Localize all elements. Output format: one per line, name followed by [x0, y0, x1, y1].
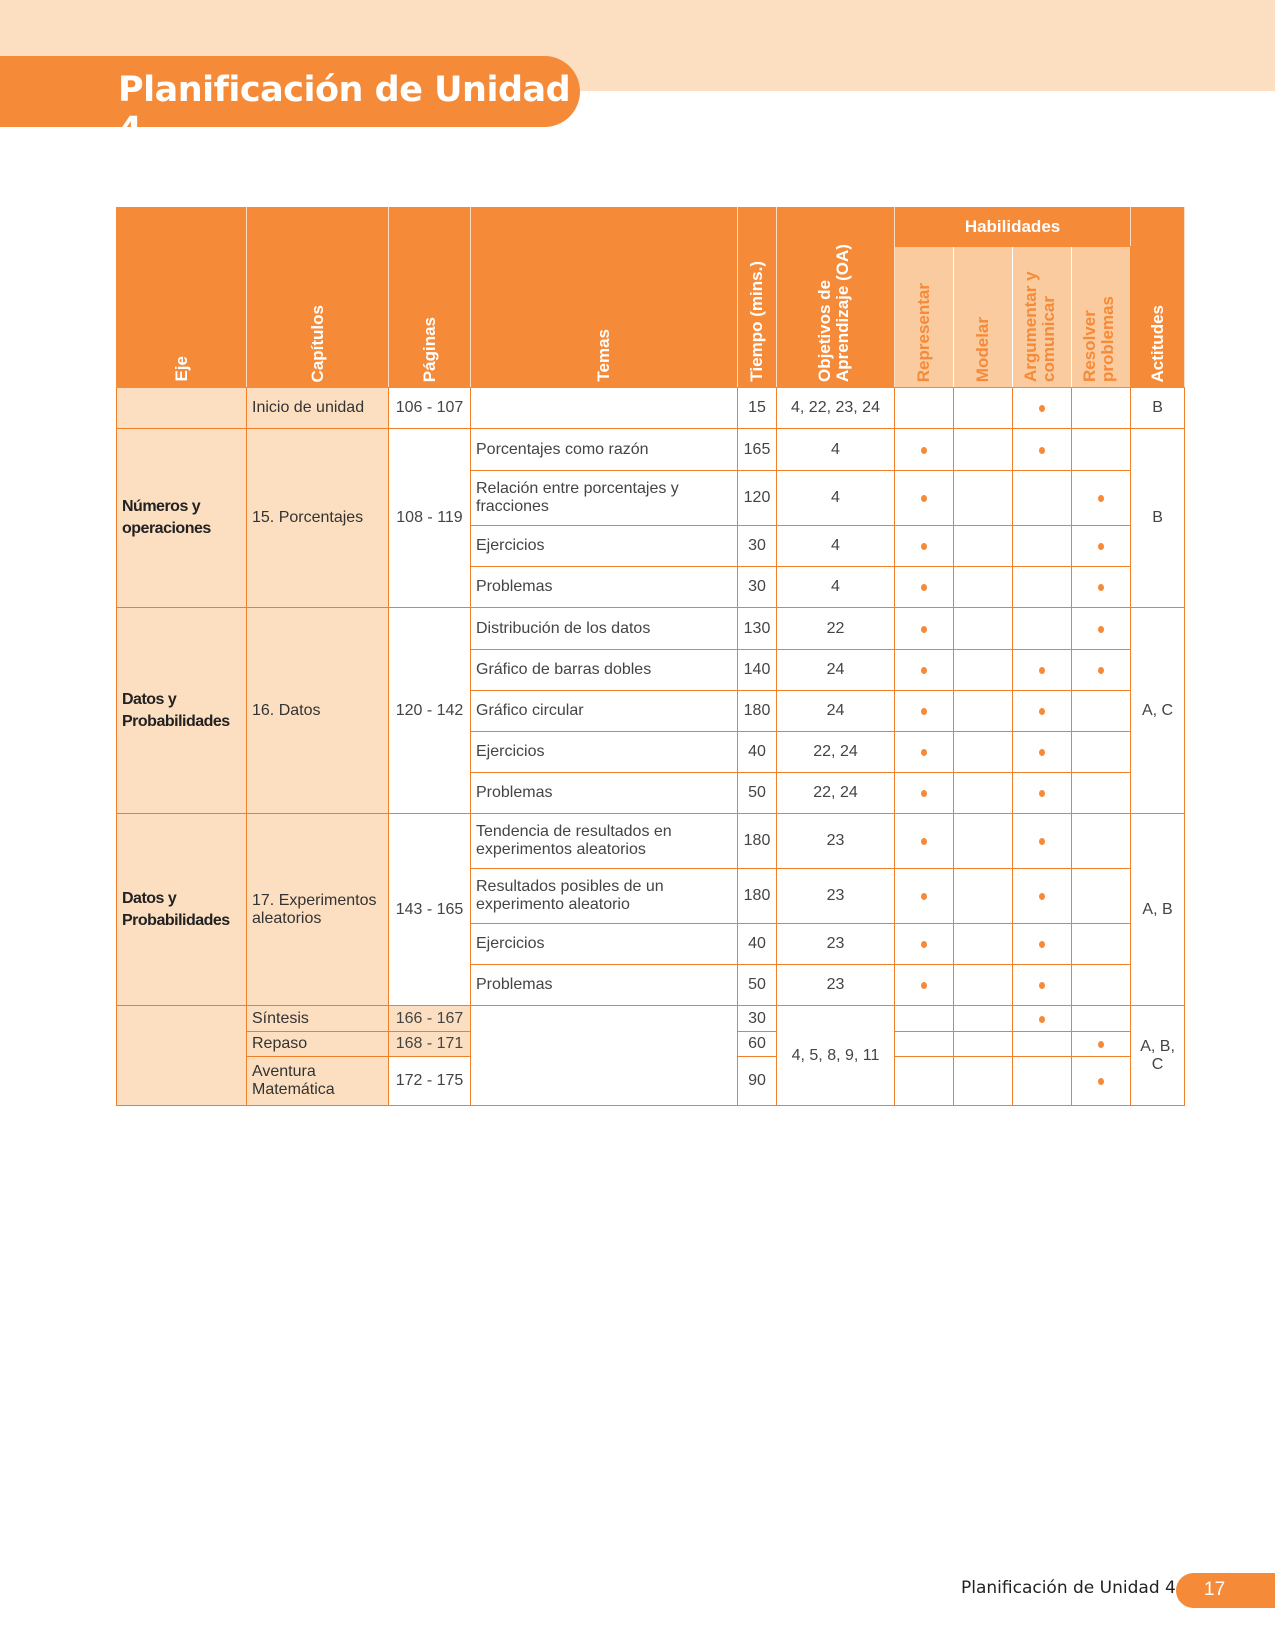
- skill-cell-argumentar: [1013, 650, 1072, 691]
- header-skill-argumentar: Argumentar y comunicar: [1013, 247, 1072, 388]
- bullet-dot-icon: [1039, 749, 1045, 756]
- time-cell: 40: [738, 924, 777, 965]
- skill-cell-representar: [895, 869, 954, 924]
- topic-cell: Gráfico de barras dobles: [471, 650, 738, 691]
- bullet-dot-icon: [921, 667, 927, 674]
- table-row: [117, 1006, 1185, 1032]
- skill-cell-argumentar: [1013, 869, 1072, 924]
- bullet-dot-icon: [921, 584, 927, 591]
- skill-cell-representar: [895, 567, 954, 608]
- bullet-dot-icon: [1039, 667, 1045, 674]
- skill-cell-argumentar: [1013, 773, 1072, 814]
- skill-cell-representar: [895, 608, 954, 650]
- pages-cell: 172 - 175: [389, 1057, 471, 1106]
- objectives-cell: 23: [777, 924, 895, 965]
- skill-cell-resolver: [1072, 650, 1131, 691]
- page-title: Planificación de Unidad 4: [118, 70, 571, 150]
- time-cell: 180: [738, 691, 777, 732]
- topic-cell: Ejercicios: [471, 732, 738, 773]
- skill-cell-modelar: [954, 814, 1013, 869]
- objectives-cell: 4: [777, 526, 895, 567]
- skill-cell-representar: [895, 526, 954, 567]
- time-cell: 180: [738, 814, 777, 869]
- skill-cell-resolver: [1072, 773, 1131, 814]
- header-skill-modelar: Modelar: [954, 247, 1013, 388]
- bullet-dot-icon: [921, 838, 927, 845]
- objectives-cell: 4: [777, 429, 895, 471]
- skill-cell-representar: [895, 732, 954, 773]
- eje-cell: Datos y Probabilidades: [117, 814, 247, 1006]
- skill-cell-argumentar: [1013, 471, 1072, 526]
- bullet-dot-icon: [921, 626, 927, 633]
- skill-cell-resolver: [1072, 1006, 1131, 1032]
- skill-cell-resolver: [1072, 732, 1131, 773]
- time-cell: 60: [738, 1032, 777, 1057]
- chapter-cell: Aventura Matemática: [247, 1057, 389, 1106]
- skill-cell-argumentar: [1013, 608, 1072, 650]
- objectives-cell: 22: [777, 608, 895, 650]
- time-cell: 40: [738, 732, 777, 773]
- skill-cell-representar: [895, 650, 954, 691]
- time-cell: 15: [738, 388, 777, 429]
- objectives-cell: 4: [777, 567, 895, 608]
- eje-cell: Números y operaciones: [117, 429, 247, 608]
- skill-cell-modelar: [954, 1032, 1013, 1057]
- header-temas: Temas: [471, 208, 738, 388]
- header-habilidades: Habilidades: [895, 208, 1131, 247]
- skill-cell-resolver: [1072, 388, 1131, 429]
- objectives-cell: 23: [777, 965, 895, 1006]
- chapter-cell: Inicio de unidad: [247, 388, 389, 429]
- pages-cell: 143 - 165: [389, 814, 471, 1006]
- pages-cell: 120 - 142: [389, 608, 471, 814]
- skill-cell-modelar: [954, 608, 1013, 650]
- bullet-dot-icon: [1098, 495, 1104, 502]
- skill-cell-argumentar: [1013, 965, 1072, 1006]
- pages-cell: 108 - 119: [389, 429, 471, 608]
- skill-cell-argumentar: [1013, 388, 1072, 429]
- topic-cell: Tendencia de resultados en experimentos aleatorios: [471, 814, 738, 869]
- skill-cell-representar: [895, 1057, 954, 1106]
- table-row: [117, 429, 1185, 471]
- topic-cell: [471, 388, 738, 429]
- skill-cell-argumentar: [1013, 1057, 1072, 1106]
- topic-cell: [471, 1006, 738, 1106]
- chapter-cell: 16. Datos: [247, 608, 389, 814]
- bullet-dot-icon: [1098, 1041, 1104, 1048]
- skill-cell-representar: [895, 814, 954, 869]
- chapter-cell: 15. Porcentajes: [247, 429, 389, 608]
- eje-cell: Datos y Probabilidades: [117, 608, 247, 814]
- topic-cell: Relación entre porcentajes y fracciones: [471, 471, 738, 526]
- skill-cell-argumentar: [1013, 924, 1072, 965]
- eje-cell: [117, 388, 247, 429]
- time-cell: 30: [738, 526, 777, 567]
- bullet-dot-icon: [1098, 626, 1104, 633]
- eje-cell: [117, 1006, 247, 1106]
- planning-table: [116, 207, 1185, 1106]
- bullet-dot-icon: [1098, 543, 1104, 550]
- footer-label: Planificación de Unidad 4: [961, 1578, 1176, 1598]
- skill-cell-representar: [895, 773, 954, 814]
- skill-cell-argumentar: [1013, 814, 1072, 869]
- header-objetivos: Objetivos de Aprendizaje (OA): [777, 208, 895, 388]
- topic-cell: Gráfico circular: [471, 691, 738, 732]
- attitudes-cell: A, B: [1131, 814, 1185, 1006]
- skill-cell-resolver: [1072, 1032, 1131, 1057]
- skill-cell-representar: [895, 1032, 954, 1057]
- topic-cell: Ejercicios: [471, 924, 738, 965]
- skill-cell-representar: [895, 388, 954, 429]
- skill-cell-modelar: [954, 1006, 1013, 1032]
- header-actitudes: Actitudes: [1131, 208, 1185, 388]
- skill-cell-representar: [895, 691, 954, 732]
- topic-cell: Ejercicios: [471, 526, 738, 567]
- skill-cell-representar: [895, 429, 954, 471]
- objectives-cell: 4: [777, 471, 895, 526]
- skill-cell-modelar: [954, 965, 1013, 1006]
- bullet-dot-icon: [1039, 405, 1045, 412]
- skill-cell-representar: [895, 965, 954, 1006]
- skill-cell-resolver: [1072, 869, 1131, 924]
- skill-cell-argumentar: [1013, 1032, 1072, 1057]
- skill-cell-modelar: [954, 773, 1013, 814]
- header-eje: Eje: [117, 208, 247, 388]
- skill-cell-resolver: [1072, 526, 1131, 567]
- skill-cell-argumentar: [1013, 691, 1072, 732]
- attitudes-cell: B: [1131, 388, 1185, 429]
- bullet-dot-icon: [1039, 447, 1045, 454]
- time-cell: 165: [738, 429, 777, 471]
- pages-cell: 106 - 107: [389, 388, 471, 429]
- chapter-cell: 17. Experimentos aleatorios: [247, 814, 389, 1006]
- bullet-dot-icon: [921, 982, 927, 989]
- table-row: [117, 608, 1185, 650]
- chapter-cell: Síntesis: [247, 1006, 389, 1032]
- topic-cell: Porcentajes como razón: [471, 429, 738, 471]
- bullet-dot-icon: [1039, 893, 1045, 900]
- skill-cell-modelar: [954, 388, 1013, 429]
- skill-cell-representar: [895, 924, 954, 965]
- skill-cell-resolver: [1072, 965, 1131, 1006]
- skill-cell-modelar: [954, 429, 1013, 471]
- skill-cell-argumentar: [1013, 429, 1072, 471]
- header-paginas: Páginas: [389, 208, 471, 388]
- skill-cell-resolver: [1072, 924, 1131, 965]
- skill-cell-modelar: [954, 732, 1013, 773]
- time-cell: 50: [738, 965, 777, 1006]
- title-banner: [0, 56, 580, 150]
- bullet-dot-icon: [1039, 790, 1045, 797]
- skill-cell-modelar: [954, 869, 1013, 924]
- objectives-cell: 23: [777, 869, 895, 924]
- skill-cell-argumentar: [1013, 1006, 1072, 1032]
- bullet-dot-icon: [1039, 838, 1045, 845]
- pages-cell: 166 - 167: [389, 1006, 471, 1032]
- skill-cell-modelar: [954, 691, 1013, 732]
- bullet-dot-icon: [1098, 667, 1104, 674]
- skill-cell-modelar: [954, 924, 1013, 965]
- attitudes-cell: A, B, C: [1131, 1006, 1185, 1106]
- bullet-dot-icon: [1039, 982, 1045, 989]
- time-cell: 30: [738, 1006, 777, 1032]
- attitudes-cell: B: [1131, 429, 1185, 608]
- time-cell: 90: [738, 1057, 777, 1106]
- skill-cell-resolver: [1072, 814, 1131, 869]
- skill-cell-argumentar: [1013, 732, 1072, 773]
- page-number: 17: [1204, 1579, 1226, 1600]
- objectives-cell: 24: [777, 691, 895, 732]
- pages-cell: 168 - 171: [389, 1032, 471, 1057]
- chapter-cell: Repaso: [247, 1032, 389, 1057]
- time-cell: 30: [738, 567, 777, 608]
- skill-cell-representar: [895, 1006, 954, 1032]
- header-skill-resolver: Resolver problemas: [1072, 247, 1131, 388]
- skill-cell-resolver: [1072, 1057, 1131, 1106]
- skill-cell-resolver: [1072, 608, 1131, 650]
- time-cell: 180: [738, 869, 777, 924]
- objectives-cell: 4, 5, 8, 9, 11: [777, 1006, 895, 1106]
- skill-cell-resolver: [1072, 471, 1131, 526]
- skill-cell-modelar: [954, 567, 1013, 608]
- objectives-cell: 4, 22, 23, 24: [777, 388, 895, 429]
- objectives-cell: 22, 24: [777, 732, 895, 773]
- bullet-dot-icon: [921, 749, 927, 756]
- bullet-dot-icon: [921, 447, 927, 454]
- skill-cell-modelar: [954, 471, 1013, 526]
- time-cell: 120: [738, 471, 777, 526]
- header-capitulos: Capítulos: [247, 208, 389, 388]
- skill-cell-resolver: [1072, 429, 1131, 471]
- bullet-dot-icon: [921, 790, 927, 797]
- time-cell: 50: [738, 773, 777, 814]
- skill-cell-resolver: [1072, 691, 1131, 732]
- bullet-dot-icon: [1039, 708, 1045, 715]
- topic-cell: Distribución de los datos: [471, 608, 738, 650]
- skill-cell-modelar: [954, 526, 1013, 567]
- header-tiempo: Tiempo (mins.): [738, 208, 777, 388]
- bullet-dot-icon: [921, 893, 927, 900]
- page-number-badge: [1176, 1573, 1275, 1608]
- objectives-cell: 22, 24: [777, 773, 895, 814]
- skill-cell-modelar: [954, 650, 1013, 691]
- time-cell: 140: [738, 650, 777, 691]
- bullet-dot-icon: [1039, 941, 1045, 948]
- topic-cell: Resultados posibles de un experimento aleatorio: [471, 869, 738, 924]
- topic-cell: Problemas: [471, 965, 738, 1006]
- topic-cell: Problemas: [471, 567, 738, 608]
- bullet-dot-icon: [921, 708, 927, 715]
- table-row: [117, 388, 1185, 429]
- bullet-dot-icon: [1039, 1016, 1045, 1023]
- bullet-dot-icon: [1098, 1078, 1104, 1085]
- bullet-dot-icon: [921, 941, 927, 948]
- skill-cell-modelar: [954, 1057, 1013, 1106]
- skill-cell-argumentar: [1013, 526, 1072, 567]
- objectives-cell: 24: [777, 650, 895, 691]
- skill-cell-resolver: [1072, 567, 1131, 608]
- time-cell: 130: [738, 608, 777, 650]
- skill-cell-argumentar: [1013, 567, 1072, 608]
- objectives-cell: 23: [777, 814, 895, 869]
- bullet-dot-icon: [921, 495, 927, 502]
- header-skill-representar: Representar: [895, 247, 954, 388]
- attitudes-cell: A, C: [1131, 608, 1185, 814]
- skill-cell-representar: [895, 471, 954, 526]
- table-row: [117, 814, 1185, 869]
- topic-cell: Problemas: [471, 773, 738, 814]
- bullet-dot-icon: [1098, 584, 1104, 591]
- table-body: [117, 388, 1185, 1106]
- bullet-dot-icon: [921, 543, 927, 550]
